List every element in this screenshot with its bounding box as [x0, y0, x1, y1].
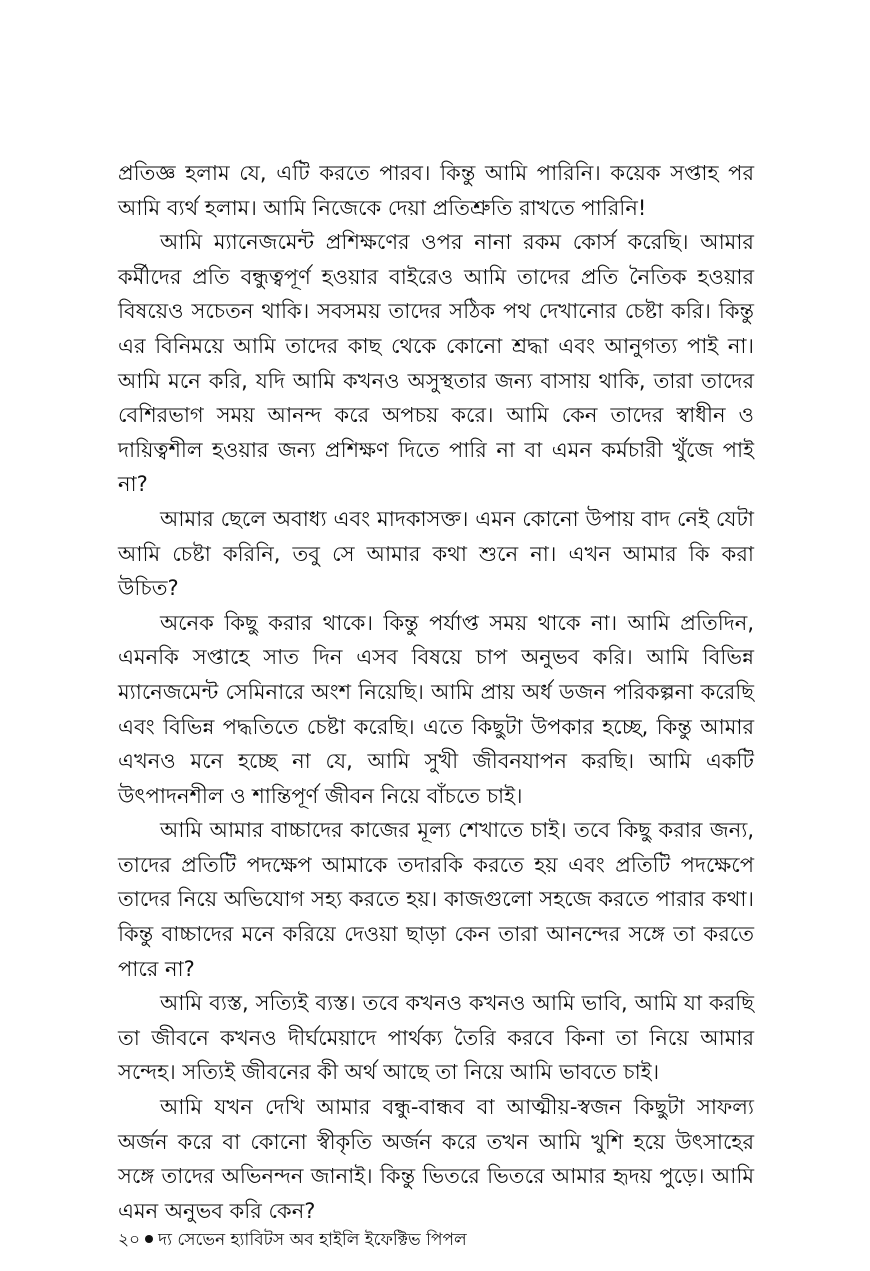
- page-number: ২০: [118, 1230, 141, 1250]
- paragraph-friends-success: আমি যখন দেখি আমার বন্ধু-বান্ধব বা আত্মীয়-স্বজন কিছুটা সাফল্য অর্জন করে বা কোনো স্বীকৃতি অর্জন করে তখন আমি খুশি হয়ে উৎসাহের সঙ্গে তাদের অভিনন্দন জানাই। কিন্তু ভিতরে ভিতরে আমার হৃদয় পুড়ে। আমি এমন অনুভব করি কেন?: [118, 1095, 754, 1223]
- paragraph-lack-of-time: অনেক কিছু করার থাকে। কিন্তু পর্যাপ্ত সময় থাকে না। আমি প্রতিদিন, এমনকি সপ্তাহে সাত দিন এসব বিষয়ে চাপ অনুভব করি। আমি বিভিন্ন ম্যানেজমেন্ট সেমিনারে অংশ নিয়েছি। আমি প্রায় অর্ধ ডজন পরিকল্পনা করেছি এবং বিভিন্ন পদ্ধতিতে চেষ্টা করেছি। এতে কিছুটা উপকার হচ্ছে, কিন্তু আমার এখনও মনে হচ্ছে না যে, আমি সুখী জীবনযাপন করছি। আমি একটি উৎপাদনশীল ও শান্তিপূর্ণ জীবন নিয়ে বাঁচতে চাই।: [118, 610, 754, 808]
- paragraph-management-training: আমি ম্যানেজমেন্ট প্রশিক্ষণের ওপর নানা রকম কোর্স করেছি। আমার কর্মীদের প্রতি বন্ধুত্বপূর্ণ হওয়ার বাইরেও আমি তাদের প্রতি নৈতিক হওয়ার বিষয়েও সচেতন থাকি। সবসময় তাদের সঠিক পথ দেখানোর চেষ্টা করি। কিন্তু এর বিনিময়ে আমি তাদের কাছ থেকে কোনো শ্রদ্ধা এবং আনুগত্য পাই না। আমি মনে করি, যদি আমি কখনও অসুস্থতার জন্য বাসায় থাকি, তারা তাদের বেশিরভাগ সময় আনন্দ করে অপচয় করে। আমি কেন তাদের স্বাধীন ও দায়িত্বশীল হওয়ার জন্য প্রশিক্ষণ দিতে পারি না বা এমন কর্মচারী খুঁজে পাই না?: [118, 230, 754, 497]
- paragraph-busy-life: আমি ব্যস্ত, সত্যিই ব্যস্ত। তবে কখনও কখনও আমি ভাবি, আমি যা করছি তা জীবনে কখনও দীর্ঘমেয়াদে পার্থক্য তৈরি করবে কিনা তা নিয়ে আমার সন্দেহ। সত্যিই জীবনের কী অর্থ আছে তা নিয়ে আমি ভাবতে চাই।: [118, 991, 754, 1085]
- paragraph-children-work: আমি আমার বাচ্চাদের কাজের মূল্য শেখাতে চাই। তবে কিছু করার জন্য, তাদের প্রতিটি পদক্ষেপ আমাকে তদারকি করতে হয় এবং প্রতিটি পদক্ষেপে তাদের নিয়ে অভিযোগ সহ্য করতে হয়। কাজগুলো সহজে করতে পারার কথা। কিন্তু বাচ্চাদের মনে করিয়ে দেওয়া ছাড়া কেন তারা আনন্দের সঙ্গে তা করতে পারে না?: [118, 818, 754, 981]
- paragraph-continuation: প্রতিজ্ঞ হলাম যে, এটি করতে পারব। কিন্তু আমি পারিনি। কয়েক সপ্তাহ পর আমি ব্যর্থ হলাম। আমি নিজেকে দেয়া প্রতিশ্রুতি রাখতে পারিনি!: [118, 161, 754, 220]
- page-body: [118, 156, 754, 1228]
- bullet-separator-icon: [145, 1235, 153, 1243]
- page-footer: [118, 1228, 467, 1252]
- paragraph-disobedient-son: আমার ছেলে অবাধ্য এবং মাদকাসক্ত। এমন কোনো উপায় বাদ নেই যেটা আমি চেষ্টা করিনি, তবু সে আমার কথা শুনে না। এখন আমার কি করা উচিত?: [118, 506, 754, 601]
- book-title: দ্য সেভেন হ্যাবিটস অব হাইলি ইফেক্টিভ পিপল: [158, 1230, 467, 1250]
